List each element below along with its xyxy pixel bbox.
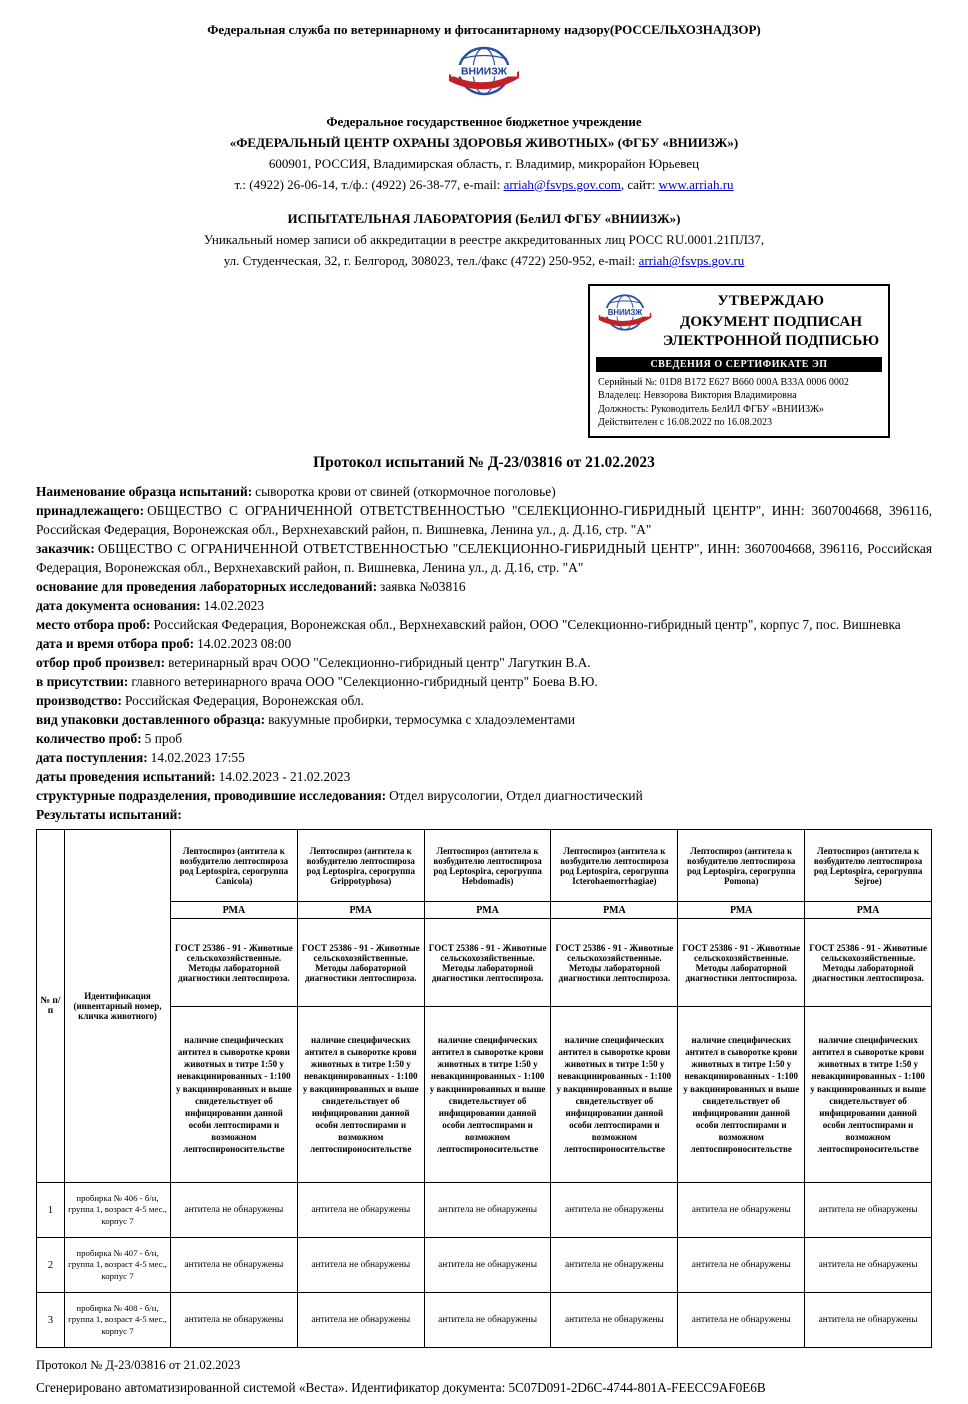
- result-cell: антитела не обнаружены: [678, 1183, 805, 1238]
- gost-method-cell: ГОСТ 25386 - 91 - Животные сельскохозяйственные. Методы лабораторной диагностики лептоспироза.: [297, 919, 424, 1007]
- field-owner: [36, 501, 932, 539]
- result-cell: антитела не обнаружены: [805, 1183, 932, 1238]
- sample-id: пробирка № 406 - б/н, группа 1, возраст 4-5 мес., корпус 7: [65, 1183, 171, 1238]
- footer-generated-note: Сгенерировано автоматизированной системой «Веста». Идентификатор документа: 5C07D091-2D6C-4744-801A-FEECC9AF0E6B: [36, 1380, 766, 1396]
- table-row: [37, 1238, 932, 1293]
- field-basis-date: [36, 596, 932, 615]
- column-header-id: Идентификация (инвентарный номер, кличка животного): [65, 830, 171, 1183]
- field-in-presence: [36, 672, 932, 691]
- sample-id: пробирка № 408 - б/н, группа 1, возраст 4-5 мес., корпус 7: [65, 1293, 171, 1348]
- field-sampling-datetime: [36, 634, 932, 653]
- field-packaging: [36, 710, 932, 729]
- field-results-heading: [36, 805, 932, 824]
- gost-method-cell: ГОСТ 25386 - 91 - Животные сельскохозяйственные. Методы лабораторной диагностики лептоспироза.: [171, 919, 298, 1007]
- org-contacts: [36, 177, 932, 194]
- cert-position: Должность: Руководитель БелИЛ ФГБУ «ВНИИЗЖ»: [598, 403, 824, 415]
- column-header-num: № п/п: [37, 830, 65, 1183]
- field-value: главного ветеринарного врача ООО "Селекционно-гибридный центр" Боева В.Ю.: [131, 673, 598, 689]
- lab-email-link[interactable]: arriah@fsvps.gov.ru: [638, 253, 745, 269]
- field-value: 14.02.2023 - 21.02.2023: [218, 769, 351, 785]
- field-sampling-place: [36, 615, 932, 634]
- contacts-mid: , сайт:: [620, 176, 659, 192]
- test-name-header: Лептоспироз (антитела к возбудителю лептоспироза род Leptospira, серогруппа Hebdomadis): [424, 830, 551, 902]
- agency-header: Федеральная служба по ветеринарному и фитосанитарному надзору(РОССЕЛЬХОЗНАДЗОР): [207, 22, 761, 37]
- protocol-fields: [36, 482, 932, 825]
- cert-owner: Владелец: Невзорова Виктория Владимировна: [598, 390, 797, 402]
- org-type: Федеральное государственное бюджетное учреждение: [326, 113, 642, 129]
- field-label: производство:: [36, 692, 122, 708]
- result-cell: антитела не обнаружены: [171, 1293, 298, 1348]
- field-value: ветеринарный врач ООО "Селекционно-гибридный центр" Лагуткин В.А.: [168, 654, 591, 670]
- field-label: заказчик:: [36, 540, 95, 556]
- result-cell: антитела не обнаружены: [805, 1293, 932, 1348]
- field-test-dates: [36, 767, 932, 786]
- field-label: в присутствии:: [36, 673, 129, 689]
- stamp-logo: [595, 291, 659, 338]
- result-cell: антитела не обнаружены: [424, 1293, 551, 1348]
- field-production: [36, 691, 932, 710]
- interpretation-cell: наличие специфических антител в сыворотке крови животных в титре 1:50 у невакцинированных - 1:100 у вакцинированных и выше свидетельствует об инфицировании данной особи лептоспирами и возможном лептоспироносительстве: [424, 1007, 551, 1183]
- vniizh-logo: [36, 45, 932, 106]
- field-label: количество проб:: [36, 731, 142, 747]
- cert-info-bar: СВЕДЕНИЯ О СЕРТИФИКАТЕ ЭП: [596, 357, 882, 372]
- table-row: [37, 1293, 932, 1348]
- interpretation-cell: наличие специфических антител в сыворотке крови животных в титре 1:50 у невакцинированных - 1:100 у вакцинированных и выше свидетельствует об инфицировании данной особи лептоспирами и возможном лептоспироносительстве: [551, 1007, 678, 1183]
- field-value: 14.02.2023: [203, 597, 265, 613]
- field-basis: [36, 577, 932, 596]
- field-value: 14.02.2023 17:55: [150, 750, 245, 766]
- test-name-header: Лептоспироз (антитела к возбудителю лептоспироза род Leptospira, серогруппа Canicola): [171, 830, 298, 902]
- stamp-globe-logo-icon: [595, 293, 655, 335]
- interpretation-cell: наличие специфических антител в сыворотке крови животных в титре 1:50 у невакцинированных - 1:100 у вакцинированных и выше свидетельствует об инфицировании данной особи лептоспирами и возможном лептоспироносительстве: [171, 1007, 298, 1183]
- result-cell: антитела не обнаружены: [171, 1238, 298, 1293]
- table-row: [37, 1183, 932, 1238]
- result-cell: антитела не обнаружены: [424, 1183, 551, 1238]
- org-site-link[interactable]: www.arriah.ru: [658, 176, 734, 192]
- field-value: 14.02.2023 08:00: [197, 635, 292, 651]
- field-label: даты проведения испытаний:: [36, 769, 216, 785]
- globe-logo-icon: [444, 45, 524, 101]
- method-header: РМА: [551, 902, 678, 919]
- method-header: РМА: [171, 902, 298, 919]
- method-header: РМА: [424, 902, 551, 919]
- org-name: «ФЕДЕРАЛЬНЫЙ ЦЕНТР ОХРАНЫ ЗДОРОВЬЯ ЖИВОТНЫХ» (ФГБУ «ВНИИЗЖ»): [229, 134, 739, 150]
- protocol-title: Протокол испытаний № Д-23/03816 от 21.02.2023: [313, 453, 655, 471]
- result-cell: антитела не обнаружены: [551, 1238, 678, 1293]
- field-departments: [36, 786, 932, 805]
- row-number: 3: [37, 1293, 65, 1348]
- field-label: Результаты испытаний:: [36, 807, 182, 823]
- results-table: [36, 829, 932, 1348]
- footer-protocol-number: Протокол № Д-23/03816 от 21.02.2023: [36, 1358, 241, 1373]
- method-header: РМА: [805, 902, 932, 919]
- field-label: дата поступления:: [36, 750, 148, 766]
- field-sample-count: [36, 729, 932, 748]
- org-email-link[interactable]: arriah@fsvps.gov.com: [503, 176, 621, 192]
- result-cell: антитела не обнаружены: [297, 1183, 424, 1238]
- signed-line2: ЭЛЕКТРОННОЙ ПОДПИСЬЮ: [662, 332, 880, 349]
- sample-id: пробирка № 407 - б/н, группа 1, возраст 4-5 мес., корпус 7: [65, 1238, 171, 1293]
- result-cell: антитела не обнаружены: [171, 1183, 298, 1238]
- field-value: Отдел вирусологии, Отдел диагностический: [389, 788, 643, 804]
- field-label: отбор проб произвел:: [36, 654, 166, 670]
- field-sampled-by: [36, 653, 932, 672]
- lab-accreditation: Уникальный номер записи об аккредитации в реестре аккредитованных лиц РОСС RU.0001.21ПЛ37,: [203, 232, 765, 248]
- footer: [36, 1358, 932, 1396]
- lab-address: [36, 253, 932, 270]
- interpretation-row: [37, 1007, 932, 1183]
- test-name-header: Лептоспироз (антитела к возбудителю лептоспироза род Leptospira, серогруппа Icterohaemorrhagiae): [551, 830, 678, 902]
- test-name-header: Лептоспироз (антитела к возбудителю лептоспироза род Leptospira, серогруппа Pomona): [678, 830, 805, 902]
- field-value: вакуумные пробирки, термосумка с хладоэлементами: [268, 712, 576, 727]
- table-header-row: [37, 830, 932, 902]
- interpretation-cell: наличие специфических антител в сыворотке крови животных в титре 1:50 у невакцинированных - 1:100 у вакцинированных и выше свидетельствует об инфицировании данной особи лептоспирами и возможном лептоспироносительстве: [805, 1007, 932, 1183]
- lab-block: [36, 211, 932, 270]
- result-cell: антитела не обнаружены: [297, 1238, 424, 1293]
- field-value: Российская Федерация, Воронежская обл., Верхнехавский район, ООО "Селекционно-гибридный центр", корпус 7, пос. Вишневка: [153, 616, 901, 632]
- field-customer: [36, 539, 932, 577]
- method-row: [37, 902, 932, 919]
- field-value: заявка №03816: [380, 578, 466, 594]
- field-value: ОБЩЕСТВО С ОГРАНИЧЕННОЙ ОТВЕТСТВЕННОСТЬЮ "СЕЛЕКЦИОННО-ГИБРИДНЫЙ ЦЕНТР", ИНН: 3607004668, 396116, Российская Федерация, Воронежская обл., Верхнехавский район, п. Вишневка, Ленина ул., д. Д.16, стр. "А": [36, 502, 932, 537]
- field-label: Наименование образца испытаний:: [36, 483, 253, 499]
- interpretation-cell: наличие специфических антител в сыворотке крови животных в титре 1:50 у невакцинированных - 1:100 у вакцинированных и выше свидетельствует об инфицировании данной особи лептоспирами и возможном лептоспироносительстве: [678, 1007, 805, 1183]
- field-sample-name: [36, 482, 932, 501]
- field-value: ОБЩЕСТВО С ОГРАНИЧЕННОЙ ОТВЕТСТВЕННОСТЬЮ "СЕЛЕКЦИОННО-ГИБРИДНЫЙ ЦЕНТР", ИНН: 3607004668, 396116, Российская Федерация, Воронежская обл., Верхнехавский район, п. Вишневка, Ленина ул., д. Д.16, стр. "А": [36, 540, 932, 575]
- interpretation-cell: наличие специфических антител в сыворотке крови животных в титре 1:50 у невакцинированных - 1:100 у вакцинированных и выше свидетельствует об инфицировании данной особи лептоспирами и возможном лептоспироносительстве: [297, 1007, 424, 1183]
- method-header: РМА: [678, 902, 805, 919]
- method-header: РМА: [297, 902, 424, 919]
- field-label: место отбора проб:: [36, 616, 151, 632]
- field-label: дата и время отбора проб:: [36, 635, 195, 651]
- result-cell: антитела не обнаружены: [678, 1238, 805, 1293]
- signed-line1: ДОКУМЕНТ ПОДПИСАН: [680, 314, 862, 331]
- gost-method-cell: ГОСТ 25386 - 91 - Животные сельскохозяйственные. Методы лабораторной диагностики лептоспироза.: [805, 919, 932, 1007]
- test-name-header: Лептоспироз (антитела к возбудителю лептоспироза род Leptospira, серогруппа Sejroe): [805, 830, 932, 902]
- lab-address-prefix: ул. Студенческая, 32, г. Белгород, 308023, тел./факс (4722) 250-952, e-mail:: [223, 253, 639, 269]
- field-value: 5 проб: [144, 731, 183, 747]
- gost-row: [37, 919, 932, 1007]
- test-name-header: Лептоспироз (антитела к возбудителю лептоспироза род Leptospira, серогруппа Grippotyphosa): [297, 830, 424, 902]
- stamp-logo-text: ВНИИЗЖ: [607, 308, 643, 318]
- contacts-prefix: т.: (4922) 26-06-14, т./ф.: (4922) 26-38-77, e-mail:: [234, 176, 504, 192]
- row-number: 2: [37, 1238, 65, 1293]
- result-cell: антитела не обнаружены: [678, 1293, 805, 1348]
- org-address: 600901, РОССИЯ, Владимирская область, г. Владимир, микрорайон Юрьевец: [268, 155, 700, 171]
- result-cell: антитела не обнаружены: [551, 1293, 678, 1348]
- field-received-date: [36, 748, 932, 767]
- signature-stamp: [588, 284, 890, 438]
- lab-name: ИСПЫТАТЕЛЬНАЯ ЛАБОРАТОРИЯ (БелИЛ ФГБУ «ВНИИЗЖ»): [287, 211, 681, 227]
- cert-validity: Действителен с 16.08.2022 по 16.08.2023: [598, 417, 772, 429]
- field-label: структурные подразделения, проводившие исследования:: [36, 788, 387, 804]
- field-value: Российская Федерация, Воронежская обл.: [125, 692, 365, 708]
- result-cell: антитела не обнаружены: [297, 1293, 424, 1348]
- field-label: основание для проведения лабораторных исследований:: [36, 578, 378, 594]
- field-value: сыворотка крови от свиней (откормочное поголовье): [255, 483, 556, 499]
- field-label: вид упаковки доставленного образца:: [36, 712, 266, 727]
- cert-serial: Серийный №: 01D8 B172 E627 B660 000A B33A 0006 0002: [598, 376, 849, 388]
- result-cell: антитела не обнаружены: [551, 1183, 678, 1238]
- result-cell: антитела не обнаружены: [805, 1238, 932, 1293]
- approve-label: УТВЕРЖДАЮ: [717, 293, 825, 310]
- result-cell: антитела не обнаружены: [424, 1238, 551, 1293]
- gost-method-cell: ГОСТ 25386 - 91 - Животные сельскохозяйственные. Методы лабораторной диагностики лептоспироза.: [678, 919, 805, 1007]
- row-number: 1: [37, 1183, 65, 1238]
- field-label: принадлежащего:: [36, 502, 145, 518]
- gost-method-cell: ГОСТ 25386 - 91 - Животные сельскохозяйственные. Методы лабораторной диагностики лептоспироза.: [551, 919, 678, 1007]
- gost-method-cell: ГОСТ 25386 - 91 - Животные сельскохозяйственные. Методы лабораторной диагностики лептоспироза.: [424, 919, 551, 1007]
- logo-text: ВНИИЗЖ: [460, 65, 508, 78]
- field-label: дата документа основания:: [36, 597, 201, 613]
